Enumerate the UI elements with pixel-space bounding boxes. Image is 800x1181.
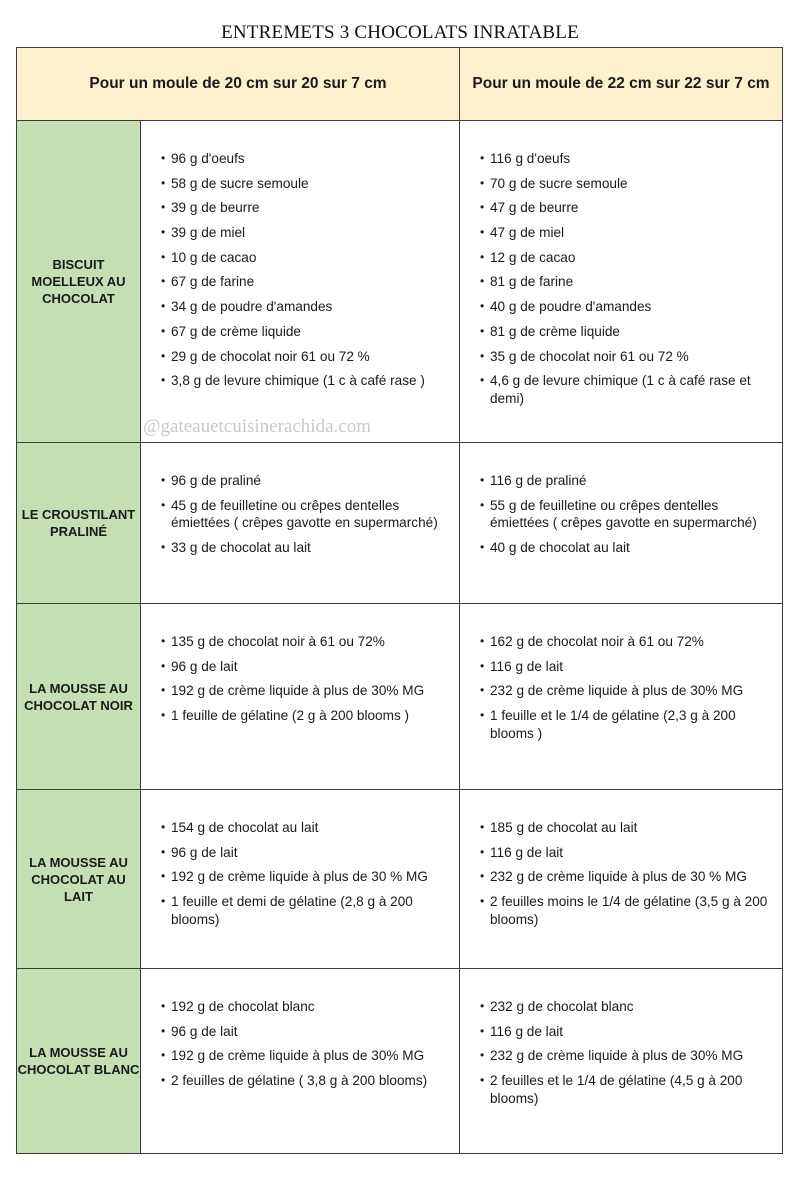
list-item: • 185 g de chocolat au lait [480,819,774,837]
list-item: • 3,8 g de levure chimique (1 c à café rase ) [161,372,451,390]
section-row-biscuit [17,121,783,443]
list-item: • 70 g de sucre semoule [480,175,774,193]
list-item: • 40 g de poudre d'amandes [480,298,774,316]
list-item: • 116 g de lait [480,1023,774,1041]
list-item: • 96 g de lait [161,658,451,676]
list-item: • 232 g de crème liquide à plus de 30% MG [480,1047,774,1065]
ingredients-20cm [141,969,460,1154]
ingredients-20cm [141,121,460,443]
list-item: • 96 g de lait [161,844,451,862]
recipe-table [16,47,783,1154]
list-item: • 35 g de chocolat noir 61 ou 72 % [480,348,774,366]
ingredients-20cm [141,443,460,604]
list-item: • 47 g de beurre [480,199,774,217]
list-item: • 2 feuilles de gélatine ( 3,8 g à 200 blooms) [161,1072,451,1090]
list-item: • 40 g de chocolat au lait [480,539,774,557]
list-item: • 232 g de crème liquide à plus de 30 % MG [480,868,774,886]
list-item: • 192 g de chocolat blanc [161,998,451,1016]
list-item: • 154 g de chocolat au lait [161,819,451,837]
section-label: LA MOUSSE AU CHOCOLAT BLANC [17,969,141,1154]
section-label: BISCUIT MOELLEUX AU CHOCOLAT [17,121,141,443]
list-item: • 162 g de chocolat noir à 61 ou 72% [480,633,774,651]
list-item: • 39 g de beurre [161,199,451,217]
list-item: • 2 feuilles et le 1/4 de gélatine (4,5 g à 200 blooms) [480,1072,774,1107]
ingredients-20cm [141,604,460,790]
section-label: LA MOUSSE AU CHOCOLAT AU LAIT [17,790,141,969]
list-item: • 29 g de chocolat noir 61 ou 72 % [161,348,451,366]
list-item: • 33 g de chocolat au lait [161,539,451,557]
list-item: • 39 g de miel [161,224,451,242]
list-item: • 96 g de praliné [161,472,451,490]
header-row [17,48,783,121]
watermark: @gateauetcuisinerachida.com [143,416,371,437]
list-item: • 55 g de feuilletine ou crêpes dentelles émiettées ( crêpes gavotte en supermarché) [480,497,774,532]
ingredients-22cm [460,443,783,604]
list-item: • 135 g de chocolat noir à 61 ou 72% [161,633,451,651]
list-item: • 45 g de feuilletine ou crêpes dentelles émiettées ( crêpes gavotte en supermarché) [161,497,451,532]
section-row-mousse-blanc [17,969,783,1154]
list-item: • 1 feuille et demi de gélatine (2,8 g à 200 blooms) [161,893,451,928]
list-item: • 96 g de lait [161,1023,451,1041]
list-item: • 192 g de crème liquide à plus de 30 % MG [161,868,451,886]
ingredients-22cm [460,121,783,443]
list-item: • 10 g de cacao [161,249,451,267]
section-row-croustillant [17,443,783,604]
section-label: LE CROUSTILANT PRALINÉ [17,443,141,604]
list-item: • 96 g d'oeufs [161,150,451,168]
list-item: • 67 g de crème liquide [161,323,451,341]
ingredients-22cm [460,604,783,790]
ingredients-22cm [460,790,783,969]
list-item: • 2 feuilles moins le 1/4 de gélatine (3,5 g à 200 blooms) [480,893,774,928]
list-item: • 1 feuille et le 1/4 de gélatine (2,3 g à 200 blooms ) [480,707,774,742]
section-row-mousse-noir [17,604,783,790]
list-item: • 232 g de chocolat blanc [480,998,774,1016]
list-item: • 67 g de farine [161,273,451,291]
list-item: • 34 g de poudre d'amandes [161,298,451,316]
column-header-22cm: Pour un moule de 22 cm sur 22 sur 7 cm [460,48,783,121]
list-item: • 116 g d'oeufs [480,150,774,168]
list-item: • 58 g de sucre semoule [161,175,451,193]
list-item: • 192 g de crème liquide à plus de 30% MG [161,1047,451,1065]
list-item: • 232 g de crème liquide à plus de 30% MG [480,682,774,700]
list-item: • 47 g de miel [480,224,774,242]
column-header-20cm: Pour un moule de 20 cm sur 20 sur 7 cm [17,48,460,121]
list-item: • 116 g de lait [480,658,774,676]
list-item: • 4,6 g de levure chimique (1 c à café rase et demi) [480,372,774,407]
section-label: LA MOUSSE AU CHOCOLAT NOIR [17,604,141,790]
list-item: • 81 g de farine [480,273,774,291]
list-item: • 116 g de lait [480,844,774,862]
ingredients-20cm [141,790,460,969]
page-title: ENTREMETS 3 CHOCOLATS INRATABLE [221,22,579,43]
section-row-mousse-lait [17,790,783,969]
list-item: • 81 g de crème liquide [480,323,774,341]
list-item: • 192 g de crème liquide à plus de 30% MG [161,682,451,700]
list-item: • 116 g de praliné [480,472,774,490]
list-item: • 12 g de cacao [480,249,774,267]
ingredients-22cm [460,969,783,1154]
list-item: • 1 feuille de gélatine (2 g à 200 blooms ) [161,707,451,725]
